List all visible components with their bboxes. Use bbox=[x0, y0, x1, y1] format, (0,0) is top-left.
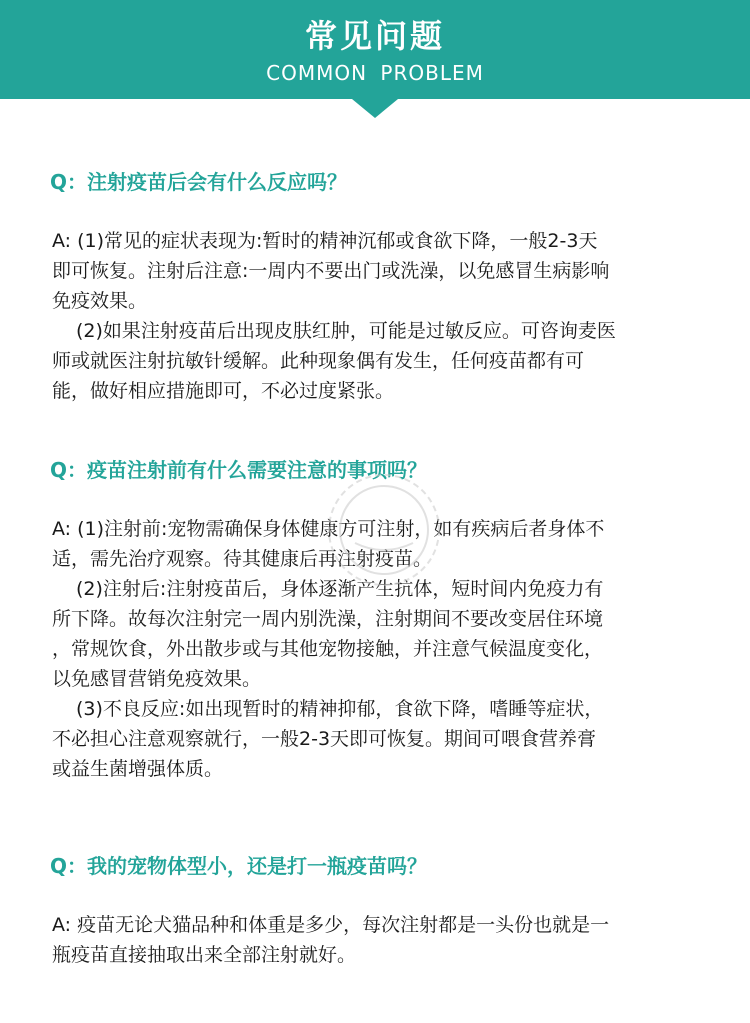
header-banner bbox=[0, 0, 750, 99]
banner-pointer bbox=[352, 99, 398, 118]
faq-answer-1 bbox=[52, 226, 732, 406]
answer-line: 即可恢复。注射后注意:一周内不要出门或洗澡，以免感冒生病影响 bbox=[52, 260, 610, 282]
answer-line: 瓶疫苗直接抽取出来全部注射就好。 bbox=[52, 944, 357, 966]
faq-question-2: Q：疫苗注射前有什么需要注意的事项吗？ bbox=[50, 458, 428, 482]
answer-line: 以免感冒营销免疫效果。 bbox=[52, 668, 262, 690]
answer-line: (2)注射后:注射疫苗后，身体逐渐产生抗体，短时间内免疫力有 bbox=[76, 578, 604, 600]
faq-question-3: Q：我的宠物体型小，还是打一瓶疫苗吗？ bbox=[50, 854, 428, 878]
faq-question-1: Q：注射疫苗后会有什么反应吗？ bbox=[50, 170, 348, 194]
page-title: 常见问题 bbox=[304, 17, 445, 55]
answer-line: 不必担心注意观察就行，一般2-3天即可恢复。期间可喂食营养膏 bbox=[52, 728, 597, 750]
seal-watermark-icon bbox=[325, 471, 443, 589]
answer-line: (2)如果注射疫苗后出现皮肤红肿，可能是过敏反应。可咨询麦医 bbox=[76, 320, 616, 342]
answer-line: 或益生菌增强体质。 bbox=[52, 758, 224, 780]
answer-line: 适，需先治疗观察。待其健康后再注射疫苗。 bbox=[52, 548, 433, 570]
answer-line: 所下降。故每次注射完一周内别洗澡，注射期间不要改变居住环境 bbox=[52, 608, 604, 630]
answer-line: A: (1)注射前:宠物需确保身体健康方可注射，如有疾病后者身体不 bbox=[52, 518, 605, 540]
answer-line: (3)不良反应:如出现暂时的精神抑郁，食欲下降，嗜睡等症状， bbox=[76, 698, 604, 720]
page-subtitle: COMMON PROBLEM bbox=[266, 61, 484, 85]
answer-line: 师或就医注射抗敏针缓解。此种现象偶有发生，任何疫苗都有可 bbox=[52, 350, 585, 372]
answer-line: 能，做好相应措施即可，不必过度紧张。 bbox=[52, 380, 395, 402]
answer-line: 免疫效果。 bbox=[52, 290, 148, 312]
answer-line: ，常规饮食，外出散步或与其他宠物接触，并注意气候温度变化， bbox=[52, 638, 604, 660]
faq-answer-3 bbox=[52, 910, 732, 970]
answer-line: A: (1)常见的症状表现为:暂时的精神沉郁或食欲下降，一般2-3天 bbox=[52, 230, 598, 252]
answer-line: A: 疫苗无论犬猫品种和体重是多少，每次注射都是一头份也就是一 bbox=[52, 914, 610, 936]
